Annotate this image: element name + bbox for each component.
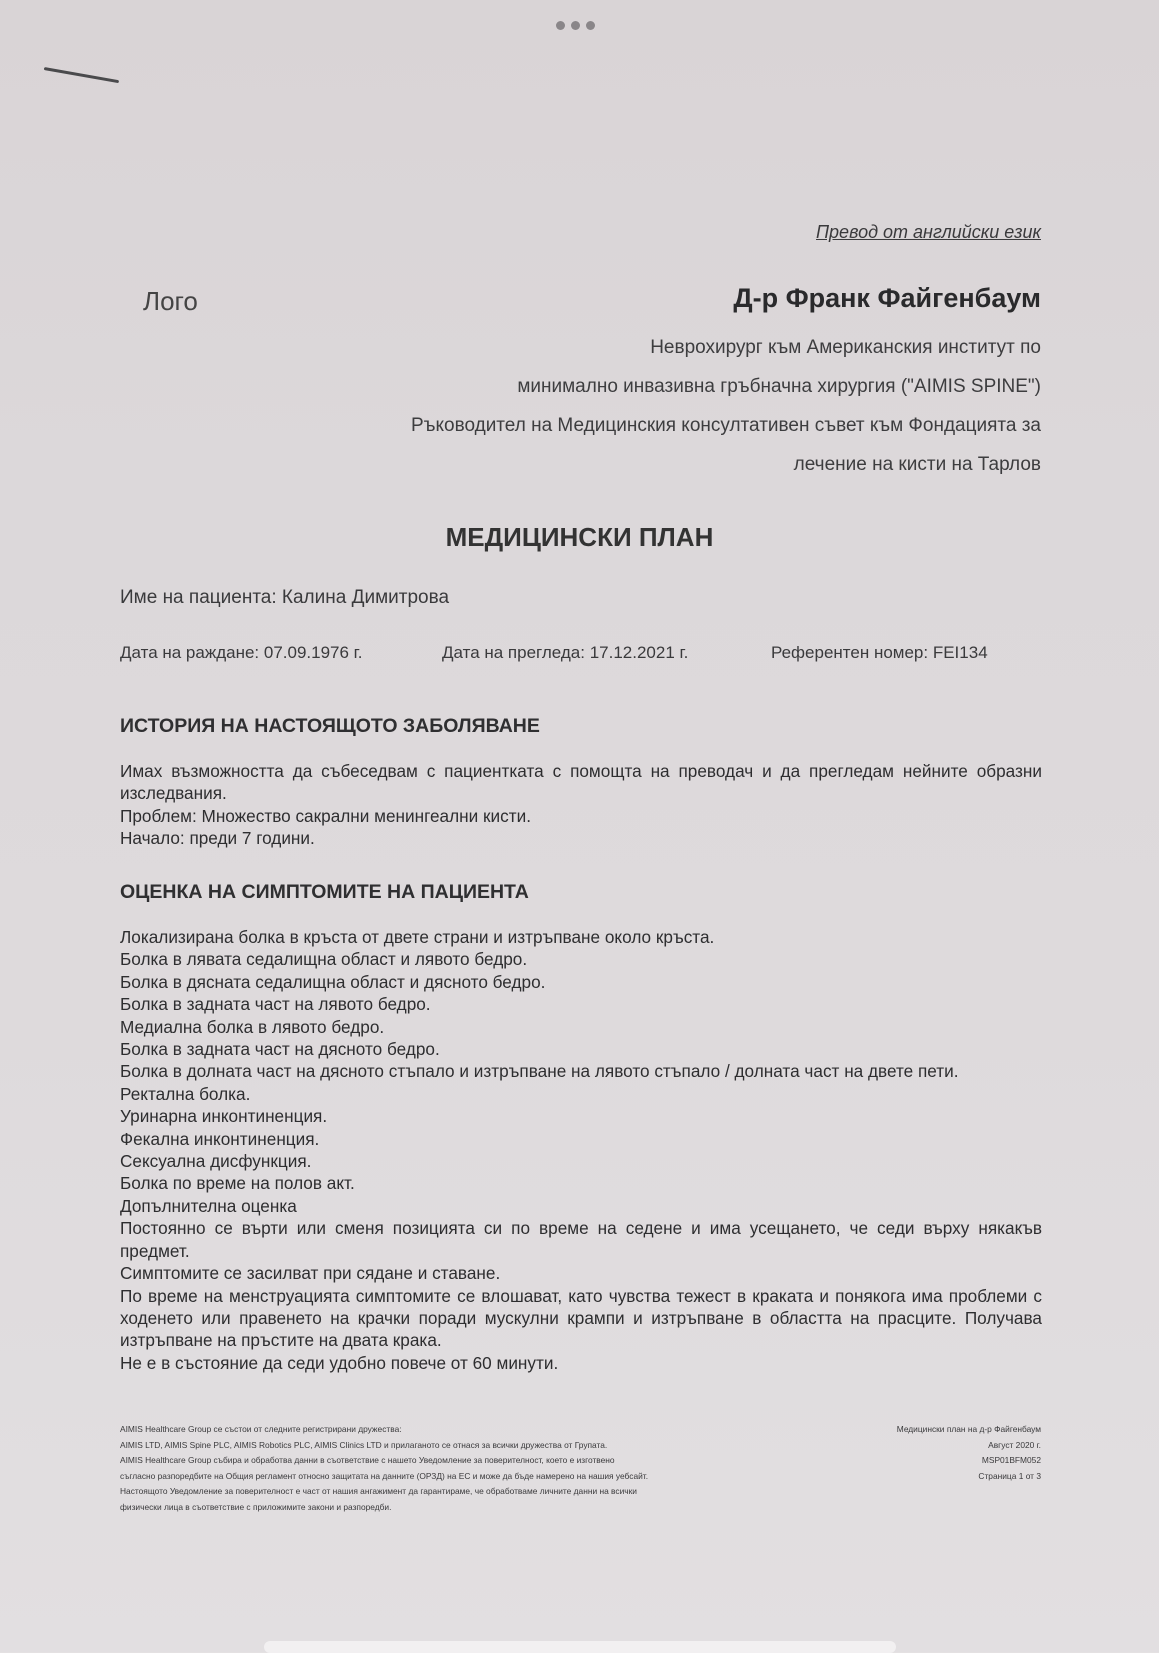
translation-note: Превод от английски език	[816, 222, 1041, 242]
footer-line: Настоящото Уведомление за поверителност е част от нашия ангажимент да гарантираме, че обработваме личните данни на всички	[120, 1486, 637, 1496]
history-line: Имах възможността да събеседвам с пациентката с помощта на преводач и да прегледам нейните образни изследвания.	[120, 761, 1042, 804]
footer-line: AIMIS Healthcare Group събира и обработва данни в съответствие с нашето Уведомление за поверителност, което е изготвено	[120, 1455, 615, 1465]
symptom-line: Локализирана болка в кръста от двете страни и изтръпване около кръста.	[120, 927, 715, 947]
symptom-line: Медиална болка в лявото бедро.	[120, 1016, 385, 1037]
history-section-title: ИСТОРИЯ НА НАСТОЯЩОТО ЗАБОЛЯВАНЕ	[120, 715, 540, 737]
symptom-line: Постоянно се върти или сменя позицията си по време на седене и има усещането, че седи върху някакъв предмет.	[120, 1218, 1042, 1261]
document-title: МЕДИЦИНСКИ ПЛАН	[445, 522, 714, 552]
symptom-line: Болка в дясната седалищна област и дясното бедро.	[120, 971, 546, 992]
footer-doc-line: MSP01BFM052	[981, 1455, 1041, 1465]
logo-placeholder: Лого	[143, 286, 198, 316]
footer-line: AIMIS LTD, AIMIS Spine PLC, AIMIS Robotics PLC, AIMIS Clinics LTD и прилаганото се отнася за всички дружества от Групата.	[120, 1439, 608, 1450]
footer-doc-line: Страница 1 от 3	[978, 1470, 1041, 1481]
footer-line: физически лица в съответствие с приложимите закони и разпоредби.	[120, 1501, 392, 1512]
exam-date: Дата на прегледа: 17.12.2021 г.	[442, 643, 689, 662]
affiliation-line: Ръководител на Медицинския консултативен съвет към Фондацията за	[410, 415, 1041, 436]
affiliation-line: лечение на кисти на Тарлов	[793, 454, 1041, 475]
pen-mark	[44, 67, 119, 83]
symptoms-text	[120, 926, 1042, 1374]
footer-doc-line: Август 2020 г.	[988, 1439, 1041, 1450]
symptom-line: Допълнителна оценка	[120, 1195, 297, 1216]
reference-number: Референтен номер: FEI134	[771, 643, 988, 662]
patient-name: Име на пациента: Калина Димитрова	[120, 587, 450, 608]
affiliation-line: Неврохирург към Американския институт по	[650, 337, 1041, 358]
symptom-line: Уринарна инконтиненция.	[120, 1106, 328, 1127]
symptom-line: Сексуална дисфункция.	[120, 1151, 312, 1172]
symptom-line: Болка в лявата седалищна област и лявото бедро.	[120, 949, 528, 970]
symptom-line: Болка в задната част на лявото бедро.	[120, 994, 431, 1015]
footer-line: съгласно разпоредбите на Общия регламент относно защитата на данните (ОРЗД) на ЕС и може да бъде намерено на нашия уебсайт.	[120, 1470, 649, 1481]
history-line: Начало: преди 7 години.	[120, 828, 315, 849]
symptom-line: Фекална инконтиненция.	[120, 1128, 320, 1149]
affiliation-line: минимално инвазивна гръбначна хирургия ("AIMIS SPINE")	[517, 376, 1041, 397]
more-options-icon[interactable]	[556, 18, 606, 32]
birth-date: Дата на раждане: 07.09.1976 г.	[120, 643, 363, 662]
symptoms-section-title: ОЦЕНКА НА СИМПТОМИТЕ НА ПАЦИЕНТА	[120, 881, 529, 903]
symptom-line: Болка по време на полов акт.	[120, 1173, 355, 1194]
doctor-name: Д-р Франк Файгенбаум	[733, 283, 1041, 313]
symptom-line: Болка в долната част на дясното стъпало и изтръпване на лявото стъпало / долната част на двете пети.	[120, 1061, 959, 1082]
footer-doc-line: Медицински план на д-р Файгенбаум	[896, 1424, 1041, 1434]
symptom-line: Болка в задната част на дясното бедро.	[120, 1039, 440, 1060]
footer-legal-text	[120, 1422, 820, 1515]
footer-document-info	[821, 1422, 1041, 1484]
symptom-line: Не е в състояние да седи удобно повече от 60 минути.	[120, 1352, 559, 1373]
footer-line: AIMIS Healthcare Group се състои от следните регистрирани дружества:	[120, 1424, 402, 1434]
scroll-indicator[interactable]	[264, 1641, 896, 1653]
symptom-line: По време на менструацията симптомите се влошават, като чувства тежест в краката и понякога има проблеми с ходенето или правенето на крачки поради мускулни крампи и изтръпване в областта на прасците. Получава изтръпване на пръстите на двата крака.	[120, 1285, 1042, 1351]
symptom-line: Симптомите се засилват при сядане и ставане.	[120, 1263, 501, 1284]
doctor-affiliation	[281, 328, 1041, 484]
history-line: Проблем: Множество сакрални менингеални кисти.	[120, 805, 531, 826]
history-text	[120, 760, 1042, 850]
symptom-line: Ректална болка.	[120, 1083, 251, 1104]
